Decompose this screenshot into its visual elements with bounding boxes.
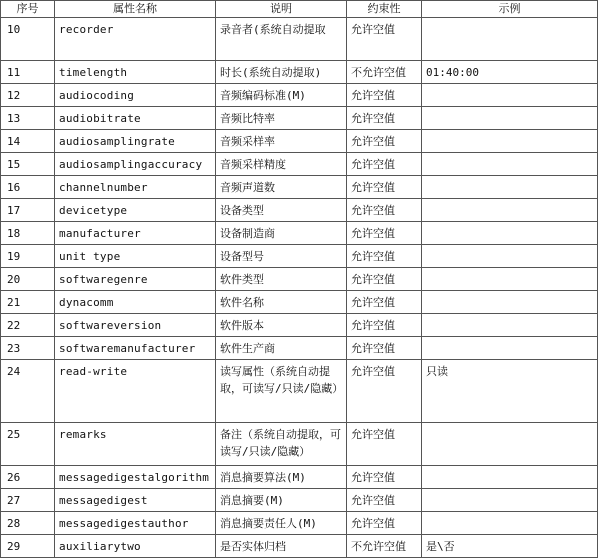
cell-example <box>422 466 598 489</box>
cell-example <box>422 489 598 512</box>
cell-description: 软件类型 <box>216 268 347 291</box>
cell-name: audiocoding <box>55 84 216 107</box>
cell-description: 软件版本 <box>216 314 347 337</box>
cell-example <box>422 314 598 337</box>
table-row <box>1 291 598 314</box>
cell-no: 28 <box>1 512 55 535</box>
cell-example <box>422 84 598 107</box>
cell-constraint: 允许空值 <box>347 107 422 130</box>
table-row <box>1 489 598 512</box>
header-no: 序号 <box>1 1 55 18</box>
cell-constraint: 不允许空值 <box>347 535 422 558</box>
cell-description: 消息摘要责任人(M) <box>216 512 347 535</box>
cell-no: 16 <box>1 176 55 199</box>
table-header-row <box>1 1 598 18</box>
cell-description: 软件生产商 <box>216 337 347 360</box>
cell-name: dynacomm <box>55 291 216 314</box>
cell-constraint: 允许空值 <box>347 337 422 360</box>
cell-no: 19 <box>1 245 55 268</box>
cell-no: 25 <box>1 423 55 466</box>
cell-name: remarks <box>55 423 216 466</box>
header-name: 属性名称 <box>55 1 216 18</box>
cell-constraint: 允许空值 <box>347 199 422 222</box>
cell-example <box>422 268 598 291</box>
cell-description: 设备型号 <box>216 245 347 268</box>
cell-constraint: 允许空值 <box>347 176 422 199</box>
cell-description: 读写属性（系统自动提取，可读写/只读/隐藏） <box>216 360 347 423</box>
cell-constraint: 允许空值 <box>347 153 422 176</box>
cell-example <box>422 291 598 314</box>
cell-example <box>422 107 598 130</box>
cell-name: audiobitrate <box>55 107 216 130</box>
cell-description: 时长(系统自动提取) <box>216 61 347 84</box>
cell-no: 23 <box>1 337 55 360</box>
table-row <box>1 360 598 423</box>
table-row <box>1 337 598 360</box>
cell-no: 10 <box>1 18 55 61</box>
cell-example <box>422 153 598 176</box>
cell-no: 27 <box>1 489 55 512</box>
cell-example <box>422 18 598 61</box>
cell-no: 13 <box>1 107 55 130</box>
cell-name: messagedigest <box>55 489 216 512</box>
cell-description: 备注（系统自动提取，可读写/只读/隐藏） <box>216 423 347 466</box>
table-row <box>1 268 598 291</box>
cell-description: 音频采样精度 <box>216 153 347 176</box>
cell-no: 11 <box>1 61 55 84</box>
cell-description: 软件名称 <box>216 291 347 314</box>
table-row <box>1 61 598 84</box>
cell-constraint: 允许空值 <box>347 291 422 314</box>
cell-example <box>422 512 598 535</box>
cell-no: 12 <box>1 84 55 107</box>
cell-constraint: 允许空值 <box>347 222 422 245</box>
cell-description: 录音者(系统自动提取 <box>216 18 347 61</box>
cell-example: 是\否 <box>422 535 598 558</box>
cell-description: 消息摘要算法(M) <box>216 466 347 489</box>
cell-name: read-write <box>55 360 216 423</box>
cell-constraint: 允许空值 <box>347 489 422 512</box>
cell-no: 18 <box>1 222 55 245</box>
header-constraint: 约束性 <box>347 1 422 18</box>
cell-no: 21 <box>1 291 55 314</box>
cell-constraint: 允许空值 <box>347 130 422 153</box>
cell-constraint: 不允许空值 <box>347 61 422 84</box>
table-row <box>1 512 598 535</box>
cell-name: messagedigestalgorithm <box>55 466 216 489</box>
table-row <box>1 107 598 130</box>
cell-description: 设备类型 <box>216 199 347 222</box>
table-row <box>1 84 598 107</box>
cell-example <box>422 199 598 222</box>
table-row <box>1 130 598 153</box>
table-row <box>1 466 598 489</box>
cell-description: 音频声道数 <box>216 176 347 199</box>
cell-example <box>422 337 598 360</box>
cell-constraint: 允许空值 <box>347 512 422 535</box>
cell-name: unit type <box>55 245 216 268</box>
cell-name: auxiliarytwo <box>55 535 216 558</box>
cell-constraint: 允许空值 <box>347 360 422 423</box>
cell-no: 22 <box>1 314 55 337</box>
cell-constraint: 允许空值 <box>347 268 422 291</box>
cell-name: messagedigestauthor <box>55 512 216 535</box>
cell-description: 是否实体归档 <box>216 535 347 558</box>
cell-description: 音频编码标准(M) <box>216 84 347 107</box>
cell-description: 设备制造商 <box>216 222 347 245</box>
cell-constraint: 允许空值 <box>347 18 422 61</box>
cell-example <box>422 222 598 245</box>
cell-no: 24 <box>1 360 55 423</box>
cell-constraint: 允许空值 <box>347 84 422 107</box>
cell-name: recorder <box>55 18 216 61</box>
cell-name: softwaregenre <box>55 268 216 291</box>
cell-description: 音频采样率 <box>216 130 347 153</box>
table-row <box>1 423 598 466</box>
table-row <box>1 153 598 176</box>
table-body <box>1 18 598 558</box>
cell-name: softwareversion <box>55 314 216 337</box>
cell-no: 14 <box>1 130 55 153</box>
table-row <box>1 199 598 222</box>
cell-example <box>422 130 598 153</box>
table-row <box>1 535 598 558</box>
header-example: 示例 <box>422 1 598 18</box>
cell-no: 17 <box>1 199 55 222</box>
cell-example: 01:40:00 <box>422 61 598 84</box>
cell-description: 消息摘要(M) <box>216 489 347 512</box>
table-row <box>1 18 598 61</box>
table-row <box>1 314 598 337</box>
header-description: 说明 <box>216 1 347 18</box>
cell-no: 29 <box>1 535 55 558</box>
table-row <box>1 222 598 245</box>
cell-example <box>422 423 598 466</box>
cell-constraint: 允许空值 <box>347 245 422 268</box>
table-row <box>1 176 598 199</box>
cell-example: 只读 <box>422 360 598 423</box>
cell-example <box>422 245 598 268</box>
cell-no: 15 <box>1 153 55 176</box>
cell-no: 26 <box>1 466 55 489</box>
cell-name: audiosamplingrate <box>55 130 216 153</box>
cell-name: audiosamplingaccuracy <box>55 153 216 176</box>
cell-name: timelength <box>55 61 216 84</box>
cell-example <box>422 176 598 199</box>
cell-description: 音频比特率 <box>216 107 347 130</box>
cell-name: devicetype <box>55 199 216 222</box>
cell-no: 20 <box>1 268 55 291</box>
cell-constraint: 允许空值 <box>347 314 422 337</box>
cell-constraint: 允许空值 <box>347 423 422 466</box>
cell-name: manufacturer <box>55 222 216 245</box>
cell-constraint: 允许空值 <box>347 466 422 489</box>
cell-name: softwaremanufacturer <box>55 337 216 360</box>
table-row <box>1 245 598 268</box>
cell-name: channelnumber <box>55 176 216 199</box>
